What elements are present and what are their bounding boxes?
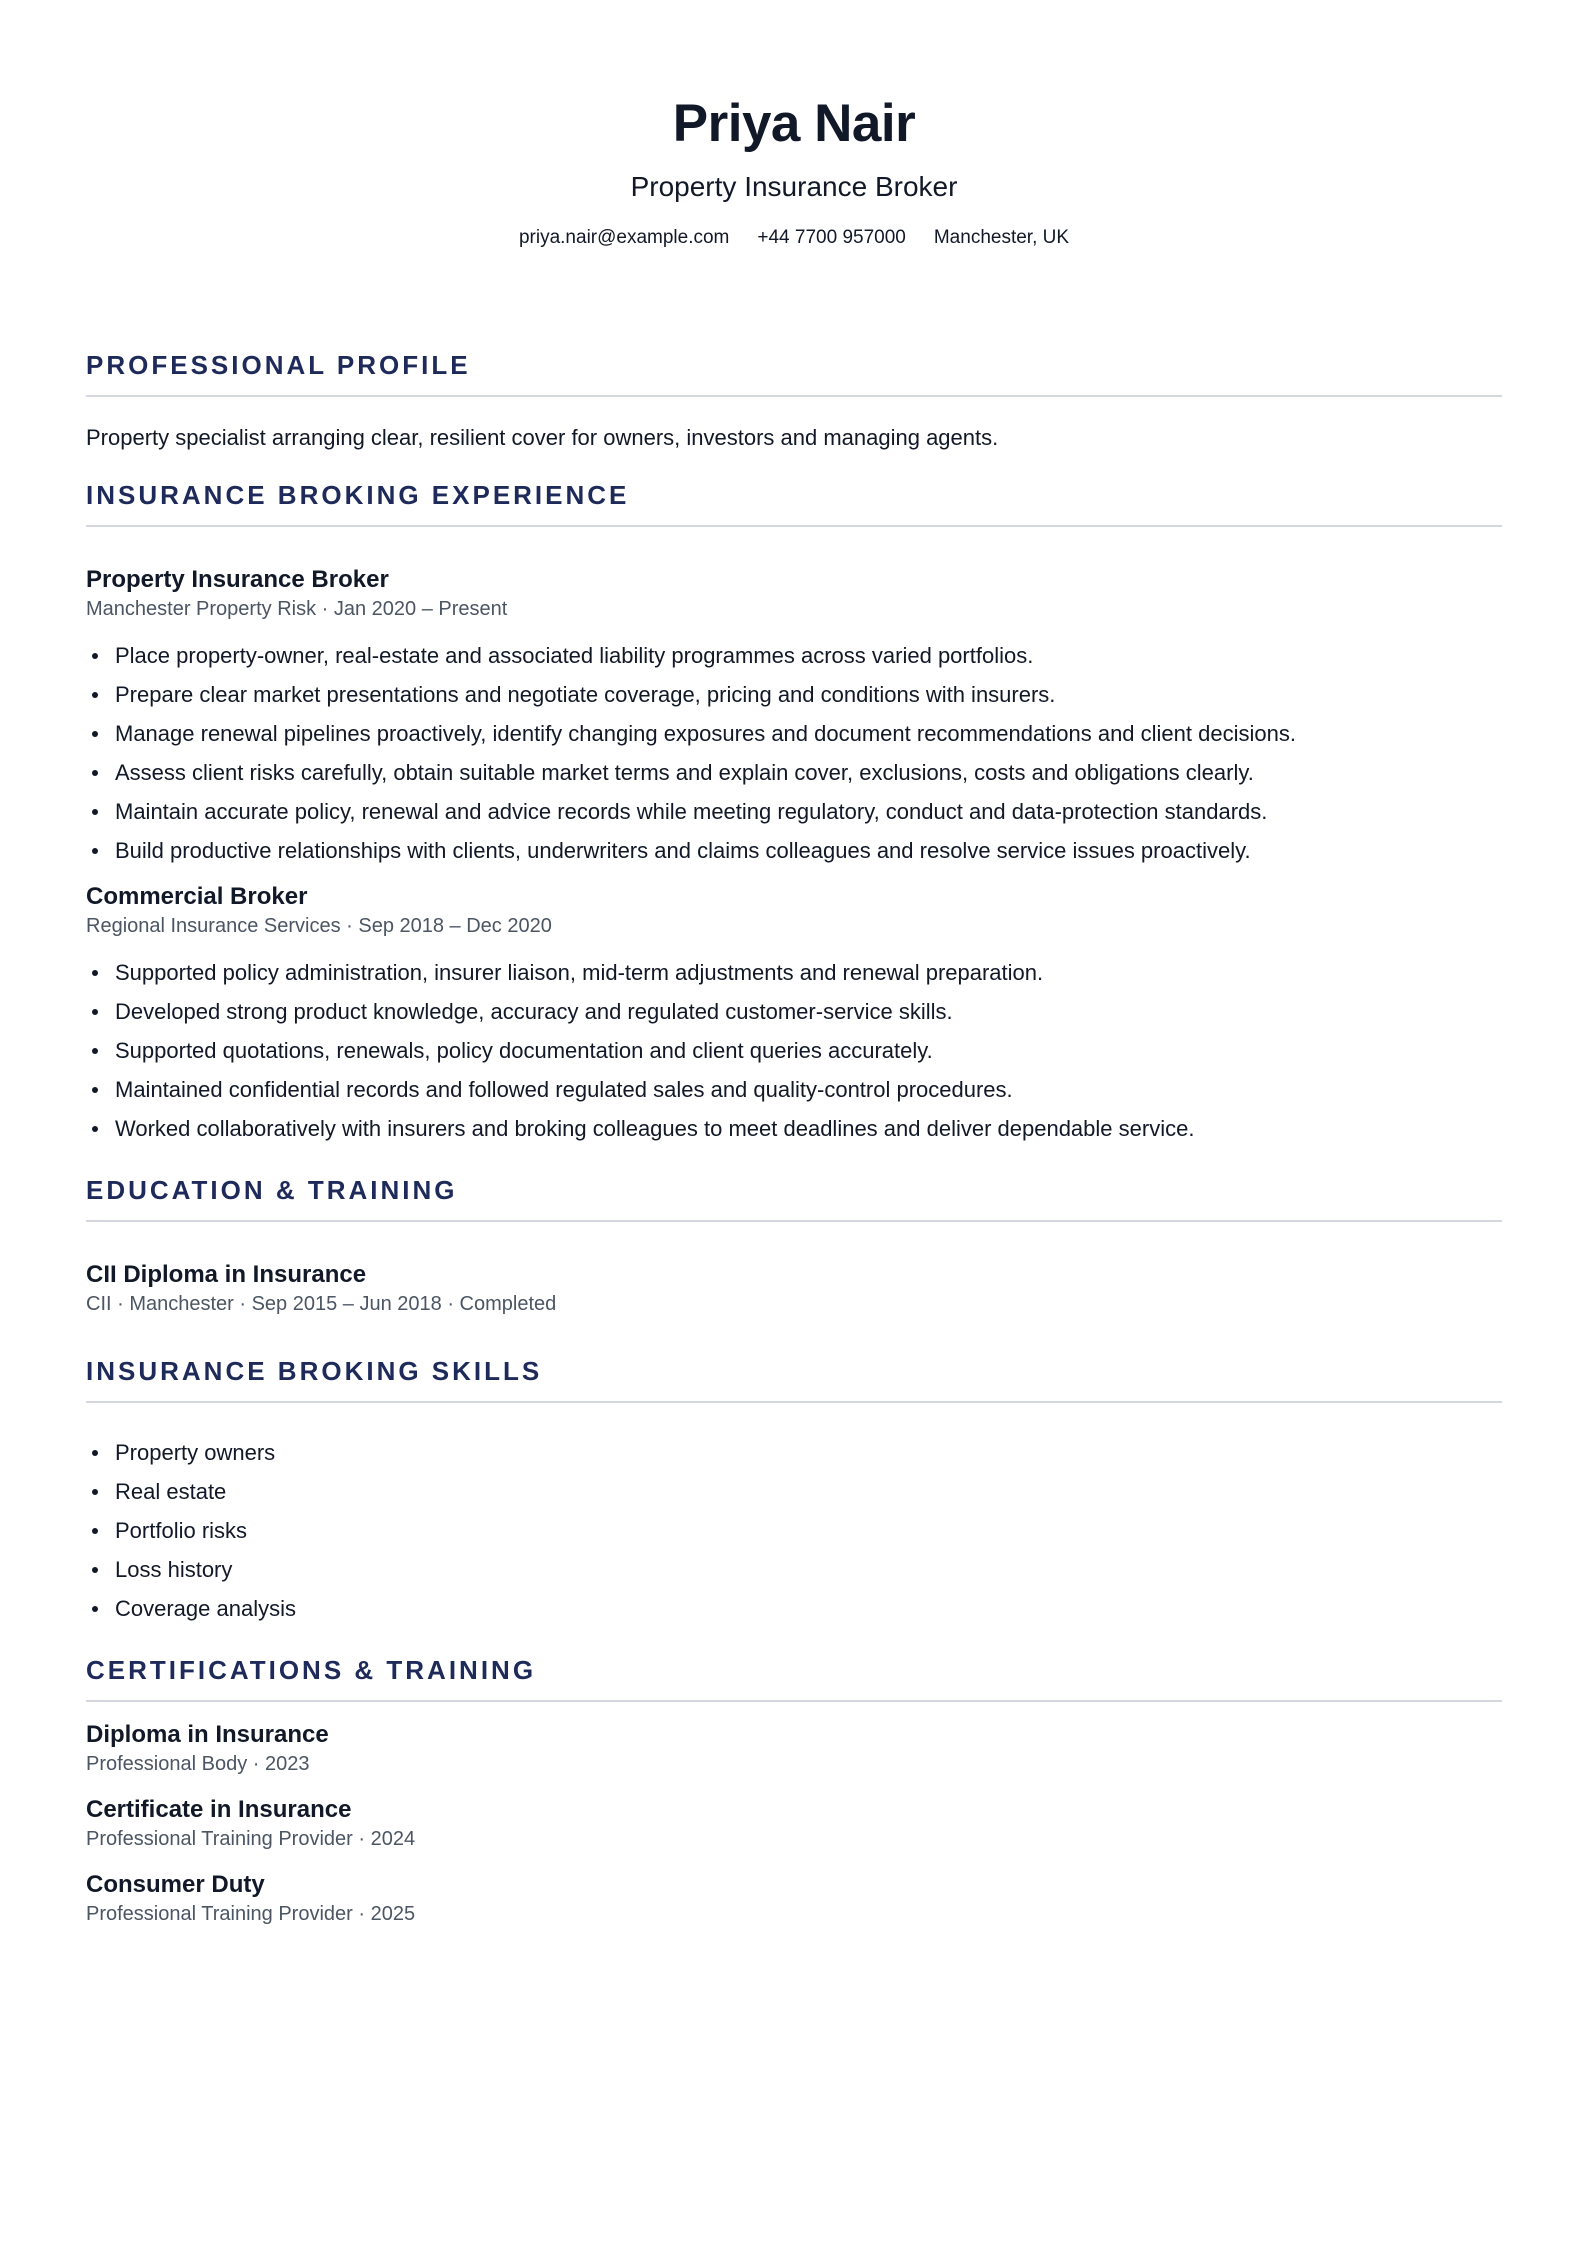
experience-section <box>86 479 1502 1148</box>
list-item: Assess client risks carefully, obtain suitable market terms and explain cover, exclusions, costs and obligations clearly. <box>86 753 1502 792</box>
skill-item: Real estate <box>86 1472 1502 1511</box>
education-subtitle: CII · Manchester · Sep 2015 – Jun 2018 · Completed <box>86 1293 557 1315</box>
job-title: Commercial Broker <box>86 883 308 910</box>
job-subtitle: Regional Insurance Services · Sep 2018 – Dec 2020 <box>86 915 552 937</box>
certification-entry <box>86 1870 1502 1927</box>
list-item: Maintained confidential records and followed regulated sales and quality-control procedures. <box>86 1070 1502 1109</box>
skill-item: Loss history <box>86 1550 1502 1589</box>
candidate-title: Property Insurance Broker <box>630 171 958 202</box>
job-entry <box>86 565 1502 870</box>
skill-item: Coverage analysis <box>86 1589 1502 1628</box>
contact-email: priya.nair@example.com <box>518 227 730 248</box>
resume-header <box>86 0 1502 250</box>
certification-subtitle: Professional Training Provider · 2025 <box>86 1903 416 1925</box>
profile-summary: Property specialist arranging clear, resilient cover for owners, investors and managing agents. <box>86 425 999 450</box>
education-title: CII Diploma in Insurance <box>86 1261 367 1288</box>
list-item: Supported quotations, renewals, policy documentation and client queries accurately. <box>86 1031 1502 1070</box>
profile-section <box>86 349 1502 453</box>
section-heading: INSURANCE BROKING EXPERIENCE <box>86 479 1502 527</box>
skills-list <box>86 1433 1502 1628</box>
section-heading: CERTIFICATIONS & TRAINING <box>86 1654 1502 1702</box>
list-item: Manage renewal pipelines proactively, identify changing exposures and document recommendations and client decisions. <box>86 714 1502 753</box>
job-bullets <box>86 636 1502 870</box>
education-entry <box>86 1260 1502 1317</box>
certifications-section <box>86 1654 1502 1927</box>
job-subtitle: Manchester Property Risk · Jan 2020 – Present <box>86 598 508 620</box>
list-item: Developed strong product knowledge, accuracy and regulated customer-service skills. <box>86 992 1502 1031</box>
job-title: Property Insurance Broker <box>86 566 389 593</box>
job-bullets <box>86 953 1502 1148</box>
skills-section <box>86 1355 1502 1628</box>
section-heading: EDUCATION & TRAINING <box>86 1174 1502 1222</box>
education-section <box>86 1174 1502 1317</box>
certification-subtitle: Professional Body · 2023 <box>86 1753 310 1775</box>
certification-title: Certificate in Insurance <box>86 1796 352 1823</box>
section-heading: PROFESSIONAL PROFILE <box>86 349 1502 397</box>
contact-location: Manchester, UK <box>933 227 1070 248</box>
list-item: Place property-owner, real-estate and associated liability programmes across varied portfolios. <box>86 636 1502 675</box>
list-item: Worked collaboratively with insurers and broking colleagues to meet deadlines and deliver dependable service. <box>86 1109 1502 1148</box>
section-heading: INSURANCE BROKING SKILLS <box>86 1355 1502 1403</box>
candidate-name: Priya Nair <box>672 94 916 153</box>
list-item: Supported policy administration, insurer liaison, mid-term adjustments and renewal preparation. <box>86 953 1502 992</box>
certification-entry <box>86 1795 1502 1852</box>
certification-title: Consumer Duty <box>86 1871 265 1898</box>
list-item: Build productive relationships with clients, underwriters and claims colleagues and resolve service issues proactively. <box>86 831 1502 870</box>
skill-item: Portfolio risks <box>86 1511 1502 1550</box>
job-entry <box>86 882 1502 1148</box>
certification-title: Diploma in Insurance <box>86 1721 329 1748</box>
certification-entry <box>86 1720 1502 1777</box>
list-item: Maintain accurate policy, renewal and advice records while meeting regulatory, conduct and data-protection standards. <box>86 792 1502 831</box>
certification-subtitle: Professional Training Provider · 2024 <box>86 1828 416 1850</box>
skill-item: Property owners <box>86 1433 1502 1472</box>
contact-line <box>86 226 1502 250</box>
contact-phone: +44 7700 957000 <box>757 227 906 248</box>
list-item: Prepare clear market presentations and negotiate coverage, pricing and conditions with insurers. <box>86 675 1502 714</box>
